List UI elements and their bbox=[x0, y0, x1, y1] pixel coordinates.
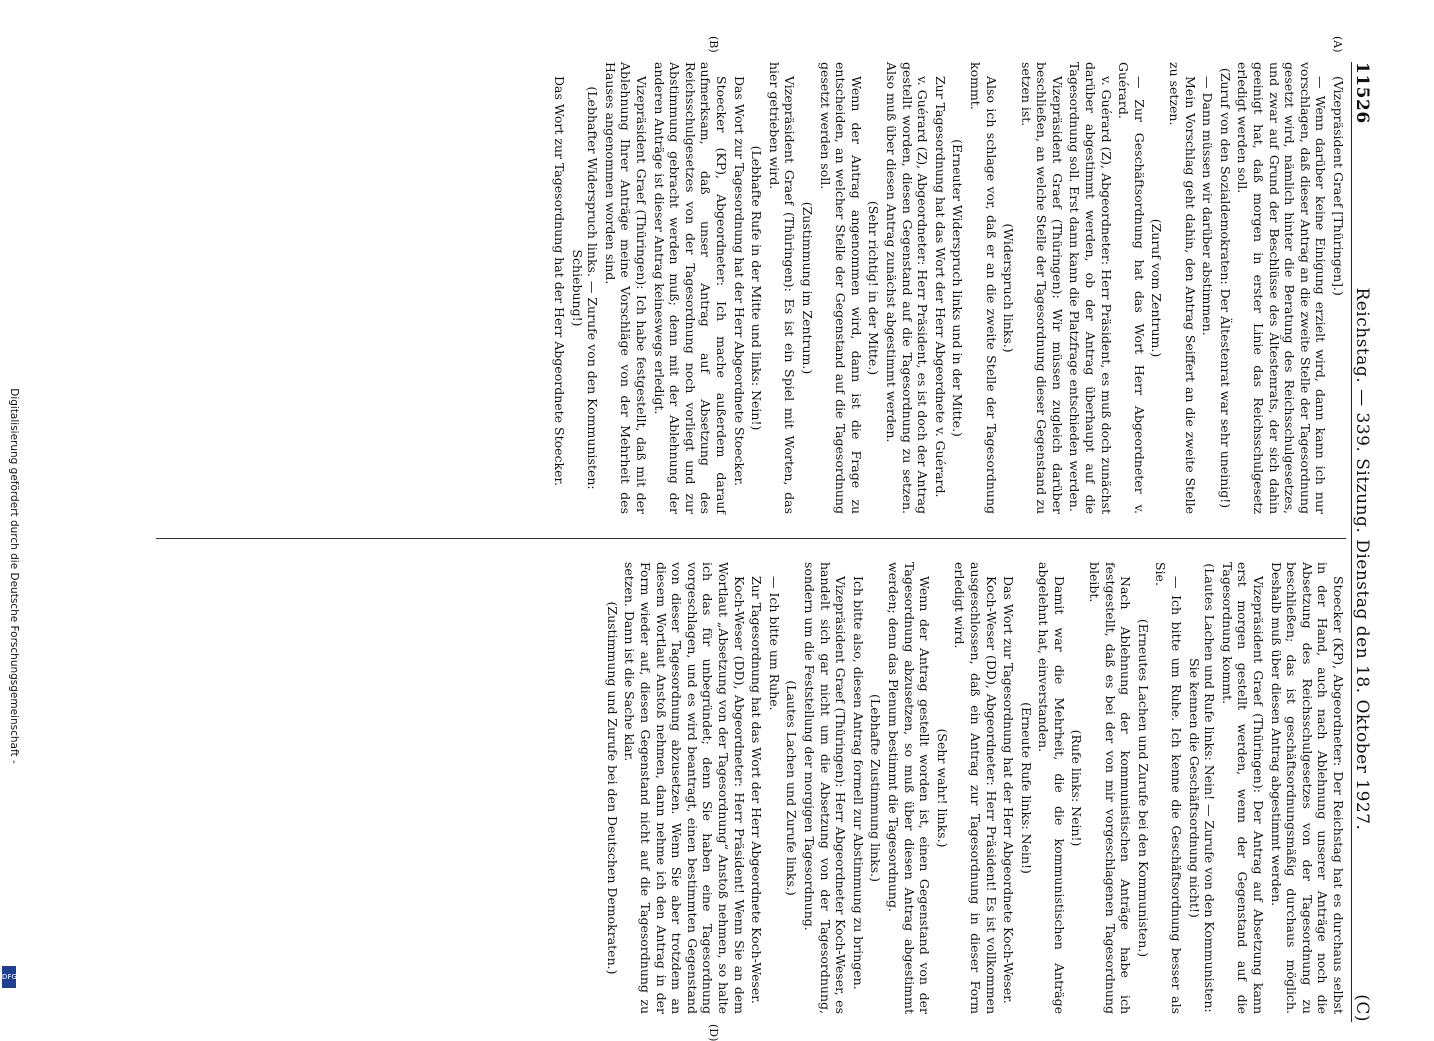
right-column-paragraph: Stoecker (KP), Abgeordneter: Der Reichstag hat es durchaus selbst in der Hand, auch nach Ablehnung unserer Anträge noch die Absetzung des Reichsschulgesetzes von der Tagesordnung zu beschließen; das ist geschäftsordnungsmäßig durchaus möglich. Deshalb muß über diesen Antrag abgestimmt werden. bbox=[1268, 562, 1346, 1014]
left-column-paragraph: Vizepräsident Graef (Thüringen): Wir müssen zugleich darüber beschließen, an welche Stelle der Tagesordnung dieser Gegenstand zu setzen ist. bbox=[1018, 62, 1065, 514]
left-column-paragraph: (Widerspruch links.) bbox=[1001, 223, 1017, 353]
right-column-paragraph: Koch-Weser (DD), Abgeordneter: Herr Präsident! Es ist vollkommen ausgeschlossen, daß ein Antrag zur Tagesordnung in dieser Form erledigt wird. bbox=[952, 562, 999, 1014]
left-column-paragraph: Vizepräsident Graef (Thüringen): Ich habe festgestellt, daß mit der Ablehnung Ihrer Anträge meine Vorschläge von der Mehrheit des Hauses angenommen worden sind. bbox=[602, 62, 650, 514]
right-column-paragraph: Damit war die Mehrheit, die die kommunistischen Anträge abgelehnt hat, einverstanden. bbox=[1036, 562, 1067, 1014]
digitization-credit-text: Digitalisierung gefördert durch die Deutsche Forschungsgemeinschaft - bbox=[8, 388, 20, 764]
left-column-paragraph: Stoecker (KP), Abgeordneter: Ich mache außerdem darauf aufmerksam, daß unser Antrag auf Absetzung des Reichsschulgesetzes von der Tagesordnung noch vorliegt und zur Abstimmung gebracht werden muß; denn mit der Ablehnung der anderen Anträge ist dieser Antrag keineswegs erledigt. bbox=[651, 62, 730, 514]
left-column-paragraph: Das Wort zur Tagesordnung hat der Herr Abgeordnete Stoecker. bbox=[552, 76, 568, 487]
left-column-paragraph: — Dann müssen wir darüber abstimmen. bbox=[1200, 76, 1216, 336]
left-column-paragraph: Vizepräsident Graef (Thüringen): Es ist ein Spiel mit Worten, das hier getrieben wird. bbox=[766, 62, 798, 514]
column-divider bbox=[156, 538, 1346, 539]
right-column-paragraph: (Lautes Lachen und Zurufe links.) bbox=[784, 680, 800, 896]
left-column-paragraph: Mein Vorschlag geht dahin, den Antrag Seiffert an die zweite Stelle zu setzen. bbox=[1167, 62, 1198, 514]
margin-marker-a: (A) bbox=[1331, 36, 1344, 53]
dfg-logo: DFG bbox=[2, 966, 16, 988]
right-column-paragraph: Nach Ablehnung der kommunistischen Anträge habe ich festgestellt, daß es bei der von mir vorgeschlagenen Tagesordnung bleibt. bbox=[1087, 562, 1134, 1014]
left-column-paragraph: (Zuruf vom Zentrum.) bbox=[1149, 218, 1165, 358]
document-page bbox=[120, 36, 1380, 1041]
right-column-paragraph: — Ich bitte um Ruhe. Ich kenne die Geschäftsordnung besser als Sie. bbox=[1153, 562, 1185, 1014]
margin-marker-d: (D) bbox=[707, 1024, 720, 1041]
left-column-paragraph: Zur Tagesordnung hat das Wort der Herr Abgeordnete v. Guérard. bbox=[932, 76, 948, 498]
right-column-paragraph: Wenn der Antrag gestellt worden ist, einen Gegenstand von der Tagesordnung abzusetzen, so muß über diesen Antrag abgestimmt werden; denn das Plenum bestimmt die Tagesordnung. bbox=[885, 562, 933, 1014]
left-column-paragraph: (Sehr richtig! in der Mitte.) bbox=[866, 200, 882, 376]
page-title: Reichstag. — 339. Sitzung. Dienstag den 18. Oktober 1927. bbox=[1352, 287, 1372, 831]
right-column-paragraph: Ich bitte also, diesen Antrag formell zur Abstimmung zu bringen. bbox=[850, 576, 866, 990]
right-column-paragraph: Das Wort zur Tagesordnung hat der Herr Abgeordnete Koch-Weser. bbox=[1001, 576, 1017, 1004]
right-column-paragraph: Zur Tagesordnung hat das Wort der Herr Abgeordnete Koch-Weser. bbox=[749, 576, 765, 1004]
right-column-paragraph: (Erneutes Lachen und Zurufe bei den Kommunisten.) bbox=[1135, 618, 1151, 958]
right-column-paragraph: Koch-Weser (DD), Abgeordneter: Herr Präsident! Wenn Sie an dem Wortlaut „Absetzung von der Tagesordnung“ Anstoß nehmen, so halte ich das für unbegründet; denn Sie haben eine Tagesordnung vorgeschlagen, und es wird beantragt, einen bestimmten Gegenstand von dieser Tagesordnung abzusetzen. Wenn Sie aber trotzdem an diesem Wortlaut Anstoß nehmen, dann nehme ich den Antrag in der Form wieder auf, diesen Gegenstand nicht auf die Tagesordnung zu setzen. Dann ist die Sache klar. bbox=[622, 562, 747, 1014]
right-column-paragraph: (Erneute Rufe links: Nein!) bbox=[1018, 702, 1034, 874]
left-column-paragraph: (Lebhafte Rufe in der Mitte und links: Nein!) bbox=[749, 145, 765, 431]
left-column-paragraph: (Vizepräsident Graef [Thüringen].) bbox=[1331, 76, 1346, 296]
right-column-paragraph: Vizepräsident Graef (Thüringen): Der Antrag auf Absetzung kann erst morgen gestellt werden, wenn der Gegenstand auf die Tagesordnung kommt. bbox=[1219, 562, 1267, 1014]
left-column-paragraph: (Erneuter Widerspruch links und in der Mitte.) bbox=[950, 139, 966, 437]
left-column-paragraph: Wenn der Antrag angenommen wird, dann ist die Frage zu entscheiden, an welcher Stelle der Gegenstand auf die Tagesordnung gesetzt werden soll. bbox=[817, 62, 864, 514]
left-column-paragraph: (Lebhafter Widerspruch links. — Zurufe von den Kommunisten: Schiebung!) bbox=[569, 86, 601, 490]
page-number: 11526 bbox=[1352, 62, 1372, 124]
left-column-paragraph: — Zur Geschäftsordnung hat das Wort Herr Abgeordneter v. Guérard. bbox=[1116, 62, 1147, 514]
right-column-paragraph: (Lautes Lachen und Rufe links: Nein! — Zurufe von den Kommunisten: Sie kennen die Geschäftsordnung nicht!) bbox=[1186, 563, 1218, 1013]
left-column bbox=[136, 62, 1346, 514]
left-column-paragraph: v. Guérard (Z), Abgeordneter: Herr Präsident, es ist doch der Antrag gestellt worden, diesen Gegenstand auf die Tagesordnung zu setzen. Also muß über diesen Antrag zunächst abgestimmt werden. bbox=[883, 62, 931, 514]
left-column-paragraph: — Wenn darüber keine Einigung erzielt wird, dann kann ich nur vorschlagen, daß dieser Antrag an die zweite Stelle der Tagesordnung gesetzt wird, nämlich hinter die Beratung des Reichsschulgesetzes, und zwar auf Grund der Beschlüsse des Ältestenrats, der sich dahin geeinigt hat, daß morgen in erster Linie das Reichsschulgesetz erledigt werden soll. bbox=[1235, 62, 1329, 514]
margin-marker-b: (B) bbox=[707, 36, 720, 53]
left-column-paragraph: Das Wort zur Tagesordnung hat der Herr Abgeordnete Stoecker. bbox=[731, 76, 747, 487]
page-header bbox=[1351, 62, 1380, 1022]
right-column-paragraph: Vizepräsident Graef (Thüringen): Herr Abgeordneter Koch-Weser, es handelt sich gar nicht um die Absetzung von der Tagesordnung, sondern um die Feststellung der morgigen Tagesordnung. bbox=[802, 562, 849, 1014]
left-column-paragraph: (Zustimmung im Zentrum.) bbox=[800, 201, 815, 375]
right-column-paragraph: — Ich bitte um Ruhe. bbox=[766, 576, 782, 711]
right-column-paragraph: (Lebhafte Zustimmung links.) bbox=[868, 694, 884, 882]
right-column-paragraph: (Zustimmung und Zurufe bei den Deutschen Demokraten.) bbox=[604, 601, 620, 975]
left-column-paragraph: Also ich schlage vor, daß er an die zweite Stelle der Tagesordnung kommt. bbox=[967, 62, 999, 514]
right-column bbox=[136, 562, 1346, 1014]
right-column-paragraph: (Rufe links: Nein!) bbox=[1069, 729, 1085, 847]
margin-marker-c: (C) bbox=[1352, 994, 1372, 1022]
left-column-paragraph: v. Guérard (Z), Abgeordneter: Herr Präsident, es muß doch zunächst darüber abgestimmt werden, ob der Antrag überhaupt auf die Tagesordnung soll. Erst dann kann die Platzfrage entschieden werden. bbox=[1067, 62, 1114, 514]
digitization-credit bbox=[4, 170, 18, 1000]
left-column-paragraph: (Zuruf von den Sozialdemokraten: Der Ältestenrat war sehr uneinig!) bbox=[1217, 67, 1233, 509]
right-column-paragraph: (Sehr wahr! links.) bbox=[934, 728, 950, 848]
